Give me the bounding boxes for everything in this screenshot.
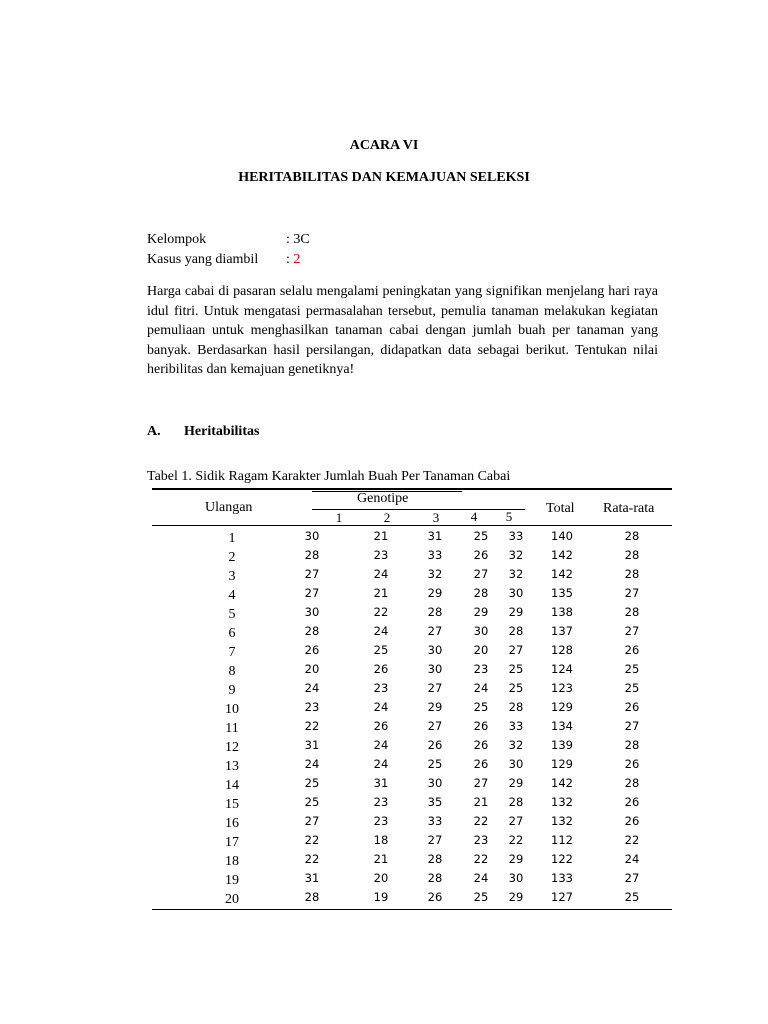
cell-g3: 27: [427, 833, 443, 847]
cell-g3: 26: [427, 738, 443, 752]
cell-g4: 25: [473, 890, 489, 904]
cell-ulangan: 16: [225, 816, 239, 831]
table-row: [152, 698, 672, 717]
table-row: [152, 888, 672, 907]
cell-total: 129: [551, 700, 573, 714]
cell-total: 127: [551, 890, 573, 904]
cell-g5: 32: [508, 567, 524, 581]
cell-rata-rata: 28: [624, 605, 640, 619]
cell-g1: 28: [304, 624, 320, 638]
cell-g4: 25: [473, 529, 489, 543]
case-value: 2: [293, 252, 301, 267]
cell-rata-rata: 28: [624, 548, 640, 562]
header-genotype-2: 2: [383, 510, 391, 525]
cell-g5: 29: [508, 605, 524, 619]
table-row: [152, 774, 672, 793]
cell-g3: 33: [427, 548, 443, 562]
case-value-wrapper: [286, 252, 300, 268]
header-genotype-5: 5: [505, 509, 513, 524]
cell-g4: 23: [473, 833, 489, 847]
cell-g2: 23: [373, 548, 389, 562]
header-genotype-1: 1: [335, 510, 343, 525]
cell-g3: 28: [427, 852, 443, 866]
table-row: [152, 565, 672, 584]
problem-paragraph: Harga cabai di pasaran selalu mengalami peningkatan yang signifikan menjelang hari raya idul fitri. Untuk mengatasi permasalahan tersebut, pemulia tanaman melakukan kegiatan pemuliaan untuk menghasilkan tanaman cabai dengan jumlah buah per tanaman yang banyak. Berdasarkan hasil persilangan, didapatkan data sebagai berikut. Tentukan nilai heribilitas dan kemajuan genetiknya!: [147, 284, 658, 378]
table-body: [152, 527, 672, 907]
cell-g4: 25: [473, 700, 489, 714]
cell-g5: 29: [508, 776, 524, 790]
cell-ulangan: 9: [228, 683, 236, 698]
cell-ulangan: 3: [228, 569, 236, 584]
cell-g4: 30: [473, 624, 489, 638]
section-title: Heritabilitas: [184, 424, 260, 439]
cell-g1: 27: [304, 814, 320, 828]
cell-total: 132: [551, 795, 573, 809]
cell-ulangan: 17: [225, 835, 239, 850]
cell-total: 132: [551, 814, 573, 828]
cell-g1: 22: [304, 852, 320, 866]
cell-g1: 30: [304, 529, 320, 543]
cell-g3: 25: [427, 757, 443, 771]
cell-rata-rata: 26: [624, 757, 640, 771]
cell-g1: 28: [304, 548, 320, 562]
table-row: [152, 546, 672, 565]
cell-g5: 22: [508, 833, 524, 847]
group-label: Kelompok: [147, 232, 207, 247]
table-row: [152, 755, 672, 774]
table-row: [152, 679, 672, 698]
cell-g3: 29: [427, 586, 443, 600]
cell-g2: 18: [373, 833, 389, 847]
cell-g5: 28: [508, 795, 524, 809]
cell-g2: 20: [373, 871, 389, 885]
table-row: [152, 622, 672, 641]
cell-ulangan: 1: [228, 531, 236, 546]
cell-g4: 26: [473, 757, 489, 771]
cell-total: 142: [551, 776, 573, 790]
header-genotipe: Genotipe: [357, 491, 409, 506]
cell-g4: 26: [473, 719, 489, 733]
cell-g3: 29: [427, 700, 443, 714]
cell-ulangan: 4: [228, 588, 236, 603]
cell-g1: 31: [304, 738, 320, 752]
cell-total: 142: [551, 548, 573, 562]
table-row: [152, 641, 672, 660]
cell-g1: 26: [304, 643, 320, 657]
cell-g4: 27: [473, 776, 489, 790]
cell-total: 142: [551, 567, 573, 581]
cell-rata-rata: 26: [624, 795, 640, 809]
cell-rata-rata: 28: [624, 567, 640, 581]
cell-total: 140: [551, 529, 573, 543]
table-row: [152, 831, 672, 850]
cell-g1: 25: [304, 795, 320, 809]
cell-g5: 32: [508, 738, 524, 752]
cell-g2: 23: [373, 795, 389, 809]
cell-g5: 33: [508, 719, 524, 733]
cell-total: 112: [551, 833, 573, 847]
header-genotype-3: 3: [432, 510, 440, 525]
table-row: [152, 584, 672, 603]
cell-g2: 24: [373, 738, 389, 752]
cell-g5: 27: [508, 814, 524, 828]
table-row: [152, 527, 672, 546]
cell-g4: 20: [473, 643, 489, 657]
cell-ulangan: 5: [228, 607, 236, 622]
cell-g5: 29: [508, 852, 524, 866]
cell-g4: 22: [473, 814, 489, 828]
cell-g3: 27: [427, 681, 443, 695]
cell-g1: 24: [304, 681, 320, 695]
cell-g2: 24: [373, 757, 389, 771]
cell-total: 124: [551, 662, 573, 676]
cell-ulangan: 20: [225, 892, 239, 907]
cell-rata-rata: 25: [624, 681, 640, 695]
cell-g5: 28: [508, 700, 524, 714]
cell-total: 133: [551, 871, 573, 885]
cell-g2: 19: [373, 890, 389, 904]
cell-ulangan: 13: [225, 759, 239, 774]
cell-g5: 27: [508, 643, 524, 657]
cell-g4: 21: [473, 795, 489, 809]
cell-total: 122: [551, 852, 573, 866]
cell-ulangan: 19: [225, 873, 239, 888]
cell-g4: 28: [473, 586, 489, 600]
cell-g2: 26: [373, 719, 389, 733]
cell-rata-rata: 27: [624, 719, 640, 733]
cell-rata-rata: 27: [624, 871, 640, 885]
table-row: [152, 660, 672, 679]
cell-g5: 25: [508, 662, 524, 676]
cell-g3: 28: [427, 871, 443, 885]
cell-g5: 25: [508, 681, 524, 695]
cell-g3: 31: [427, 529, 443, 543]
cell-rata-rata: 25: [624, 662, 640, 676]
cell-g3: 30: [427, 643, 443, 657]
table-row: [152, 717, 672, 736]
cell-total: 128: [551, 643, 573, 657]
header-genotype-4: 4: [470, 509, 478, 524]
cell-g3: 33: [427, 814, 443, 828]
cell-g4: 26: [473, 738, 489, 752]
cell-ulangan: 11: [225, 721, 239, 736]
cell-g1: 28: [304, 890, 320, 904]
cell-g1: 27: [304, 567, 320, 581]
cell-g5: 32: [508, 548, 524, 562]
cell-rata-rata: 26: [624, 643, 640, 657]
cell-rata-rata: 27: [624, 624, 640, 638]
page-subtitle: HERITABILITAS DAN KEMAJUAN SELEKSI: [238, 170, 530, 185]
cell-rata-rata: 22: [624, 833, 640, 847]
cell-g3: 27: [427, 624, 443, 638]
cell-g4: 24: [473, 681, 489, 695]
cell-rata-rata: 28: [624, 776, 640, 790]
cell-g5: 30: [508, 757, 524, 771]
page-title: ACARA VI: [349, 138, 419, 153]
header-total: Total: [546, 501, 575, 516]
cell-g2: 22: [373, 605, 389, 619]
cell-total: 135: [551, 586, 573, 600]
cell-ulangan: 10: [225, 702, 239, 717]
cell-total: 134: [551, 719, 573, 733]
cell-g1: 30: [304, 605, 320, 619]
cell-rata-rata: 28: [624, 738, 640, 752]
group-value: : 3C: [286, 232, 310, 247]
cell-g4: 24: [473, 871, 489, 885]
cell-g5: 30: [508, 871, 524, 885]
cell-ulangan: 15: [225, 797, 239, 812]
cell-total: 138: [551, 605, 573, 619]
cell-g5: 30: [508, 586, 524, 600]
cell-g5: 33: [508, 529, 524, 543]
cell-g3: 26: [427, 890, 443, 904]
cell-g3: 28: [427, 605, 443, 619]
cell-ulangan: 12: [225, 740, 239, 755]
cell-g1: 25: [304, 776, 320, 790]
cell-ulangan: 18: [225, 854, 239, 869]
cell-g5: 29: [508, 890, 524, 904]
cell-g2: 31: [373, 776, 389, 790]
cell-g3: 30: [427, 662, 443, 676]
cell-g2: 23: [373, 681, 389, 695]
table-row: [152, 850, 672, 869]
section-heading: [147, 424, 259, 440]
cell-ulangan: 14: [225, 778, 239, 793]
cell-g1: 22: [304, 719, 320, 733]
cell-rata-rata: 26: [624, 700, 640, 714]
section-number: A.: [147, 424, 161, 439]
cell-total: 137: [551, 624, 573, 638]
cell-ulangan: 2: [228, 550, 236, 565]
cell-g5: 28: [508, 624, 524, 638]
cell-g1: 27: [304, 586, 320, 600]
cell-ulangan: 6: [228, 626, 236, 641]
case-colon: :: [286, 252, 294, 267]
cell-total: 139: [551, 738, 573, 752]
cell-g2: 24: [373, 700, 389, 714]
case-label: Kasus yang diambil: [147, 252, 259, 267]
cell-g4: 23: [473, 662, 489, 676]
table-caption: Tabel 1. Sidik Ragam Karakter Jumlah Buah Per Tanaman Cabai: [147, 469, 511, 484]
cell-g2: 26: [373, 662, 389, 676]
cell-g2: 25: [373, 643, 389, 657]
table-row: [152, 869, 672, 888]
cell-rata-rata: 27: [624, 586, 640, 600]
cell-g3: 35: [427, 795, 443, 809]
cell-rata-rata: 25: [624, 890, 640, 904]
table-row: [152, 812, 672, 831]
cell-g2: 24: [373, 624, 389, 638]
cell-g4: 22: [473, 852, 489, 866]
cell-g4: 26: [473, 548, 489, 562]
cell-total: 123: [551, 681, 573, 695]
table-row: [152, 603, 672, 622]
cell-ulangan: 7: [228, 645, 236, 660]
cell-g2: 23: [373, 814, 389, 828]
cell-g4: 29: [473, 605, 489, 619]
cell-g2: 21: [373, 852, 389, 866]
table-row: [152, 736, 672, 755]
cell-g2: 21: [373, 586, 389, 600]
cell-g2: 21: [373, 529, 389, 543]
cell-g1: 20: [304, 662, 320, 676]
cell-rata-rata: 28: [624, 529, 640, 543]
cell-ulangan: 8: [228, 664, 236, 679]
table-top-rule: [152, 488, 672, 490]
cell-g2: 24: [373, 567, 389, 581]
cell-g1: 31: [304, 871, 320, 885]
cell-rata-rata: 26: [624, 814, 640, 828]
cell-g1: 24: [304, 757, 320, 771]
cell-g3: 27: [427, 719, 443, 733]
cell-g1: 22: [304, 833, 320, 847]
header-rata-rata: Rata-rata: [603, 501, 655, 516]
header-ulangan: Ulangan: [205, 500, 253, 515]
cell-g3: 32: [427, 567, 443, 581]
cell-rata-rata: 24: [624, 852, 640, 866]
table-row: [152, 793, 672, 812]
cell-g4: 27: [473, 567, 489, 581]
cell-g1: 23: [304, 700, 320, 714]
cell-total: 129: [551, 757, 573, 771]
cell-g3: 30: [427, 776, 443, 790]
header-bottom-rule: [152, 525, 672, 526]
